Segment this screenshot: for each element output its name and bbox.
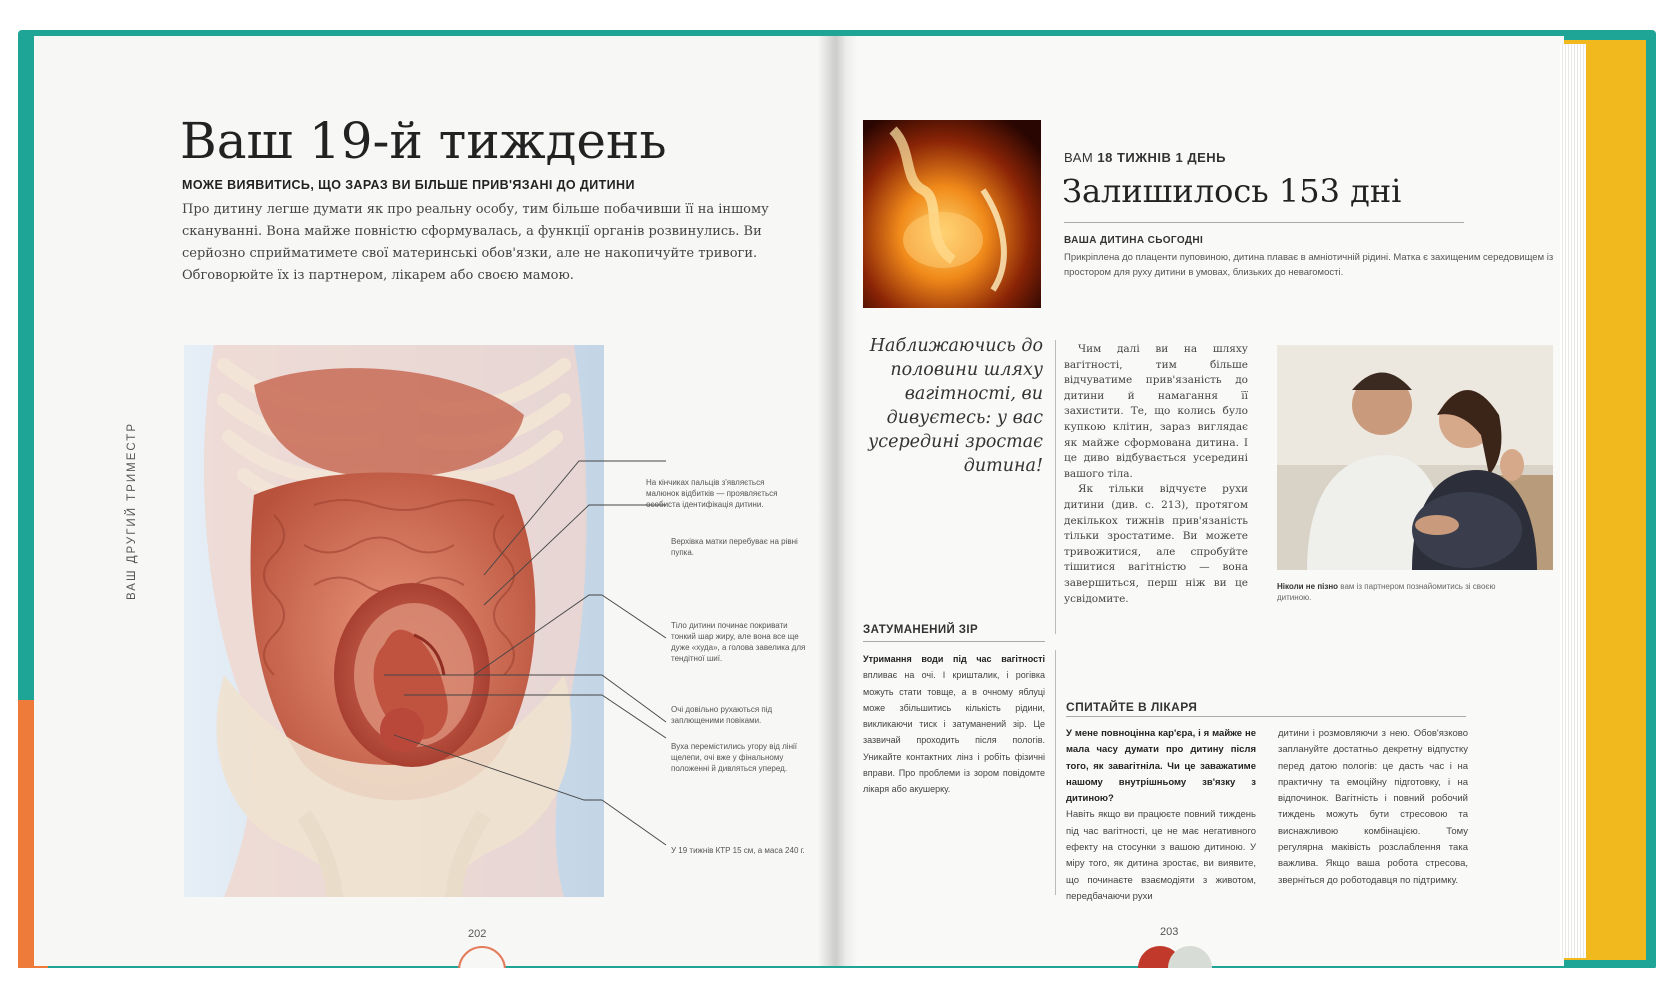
week-value: 18 ТИЖНІВ 1 ДЕНЬ (1097, 150, 1226, 165)
callout-ears: Вуха перемістились угору від лінії щелепи, очі вже у фінальному положенні й дивляться уперед. (671, 742, 797, 773)
callout-body-fat: Тіло дитини починає покривати тонкий шар жиру, але вона все ще дуже «худа», а голова завелика для тендітної шиї. (671, 621, 806, 663)
callout-fingerprints: На кінчиках пальців з'являється малюнок відбитків — проявляється особиста ідентифікація дитини. (646, 478, 778, 509)
divider (1064, 222, 1464, 223)
sidebar-body: впливає на очі. І кришталик, і рогівка можуть стати товще, а в очному яблуці може збільшитись кількість рідини, викликаючи тиск і затуманений зір. Це зазвичай проходить після пологів. Уникайте контактних лінз і робіть фізичні вправи. Про проблеми із зором повідомте лікаря або акушерку. (863, 670, 1045, 795)
body-paragraph: Чим далі ви на шляху вагітності, тим більше відчуватиме прив'язаність до дитини й намагання її захистити. Те, що колись було купкою клітин, зараз виглядає як майже сформована дитина. І це диво відбувається усередині вашого тіла. (1064, 343, 1248, 480)
today-heading: ВАША ДИТИНА СЬОГОДНІ (1064, 235, 1204, 246)
today-text: Прикріплена до плаценти пуповиною, дитина плаває в амніотичній рідині. Матка є захищеним середовищем із простором для руху дитини в умовах, близьких до невагомості. (1064, 252, 1554, 278)
column-divider (1055, 340, 1056, 634)
section-side-label: ВАШ ДРУГИЙ ТРИМЕСТР (126, 422, 138, 600)
week-prefix: ВАМ (1064, 150, 1094, 165)
background-strip (0, 968, 1676, 1000)
photo-caption (1277, 581, 1507, 603)
body-paragraph: Як тільки відчуєте рухи дитини (див. с. 213), протягом декількох тижнів прив'язаність тільки зростатиме. Ви можете тривожитися, але спробуйте тішитися вагітністю — вона завершиться, перш ніж ви це усвідомите. (1064, 483, 1248, 605)
sidebar-heading: ЗАТУМАНЕНИЙ ЗІР (863, 624, 979, 636)
ask-answer-part1: Навіть якщо ви працюєте повний тиждень під час вагітності, це не має негативного ефекту на стосунки з вашою дитиною. У міру того, як дитина зростає, ви виявите, що починаєте взаємодіяти з животом, передбачаючи рухи (1066, 809, 1256, 902)
days-left-title: Залишилось 153 дні (1062, 172, 1402, 210)
callout-uterus-top: Верхівка матки перебуває на рівні пупка. (671, 537, 798, 557)
caption-lead: Ніколи не пізно (1277, 582, 1339, 591)
page-number-left: 202 (468, 928, 487, 940)
divider (1066, 716, 1466, 717)
page-title: Ваш 19-й тиждень (180, 112, 667, 170)
fetus-photo (863, 120, 1041, 308)
callout-eyes: Очі довільно рухаються під заплющеними повіками. (671, 705, 773, 725)
ask-doctor-heading: СПИТАЙТЕ В ЛІКАРЯ (1066, 700, 1198, 714)
sidebar-lead: Утримання води під час вагітності (863, 654, 1045, 664)
ask-doctor-col1 (1066, 726, 1256, 905)
page-stack (1560, 44, 1586, 958)
pull-quote: Наближаючись до половини шляху вагітності, ви дивуєтесь: у вас усередині зростає дитина! (868, 336, 1043, 476)
ask-doctor-col2: дитини і розмовляючи з нею. Обов'язково заплануйте достатньо декретну відпустку перед датою пологів: це дасть час і на практичну та емоційну підготовку, і на відпочинок. Вагітність і повний робочий тиждень можуть бути стресовою та виснажливою комбінацією. Тому регулярна маківість розслаблення така важлива. Якщо ваша робота стресова, зверніться до роботодавця по підтримку. (1278, 728, 1468, 886)
sidebar-text (863, 651, 1045, 798)
week-indicator (1064, 150, 1226, 165)
body-text (1064, 342, 1248, 607)
intro-text: Про дитину легше думати як про реальну особу, тим більше побачивши її на іншому скануванні. Вона майже повністю сформувалась, а функції органів розвинулись. Ви серйозно сприйматимете свої материнські обов'язки, але не накопичуйте тривоги. Обговорюйте їх із партнером, лікарем або своєю мамою. (182, 202, 769, 283)
anatomy-illustration (184, 345, 604, 897)
divider (863, 641, 1045, 642)
callout-size: У 19 тижнів КТР 15 см, а маса 240 г. (671, 846, 805, 855)
page-subtitle: МОЖЕ ВИЯВИТИСЬ, ЩО ЗАРАЗ ВИ БІЛЬШЕ ПРИВ'ЯЗАНІ ДО ДИТИНИ (182, 178, 635, 192)
caption-text: вам із партнером познайомитись зі своєю дитиною. (1277, 582, 1496, 602)
callout-leaders (600, 460, 670, 860)
page-number-right: 203 (1160, 926, 1179, 938)
ask-question: У мене повноцінна кар'єра, і я майже не мала часу думати про дитину після того, як завагітніла. Чи це заважатиме нашому внутрішньому зв'язку з дитиною? (1066, 728, 1256, 805)
column-divider (1055, 650, 1056, 895)
couple-photo (1277, 345, 1553, 570)
book-spine-shadow (818, 36, 858, 966)
